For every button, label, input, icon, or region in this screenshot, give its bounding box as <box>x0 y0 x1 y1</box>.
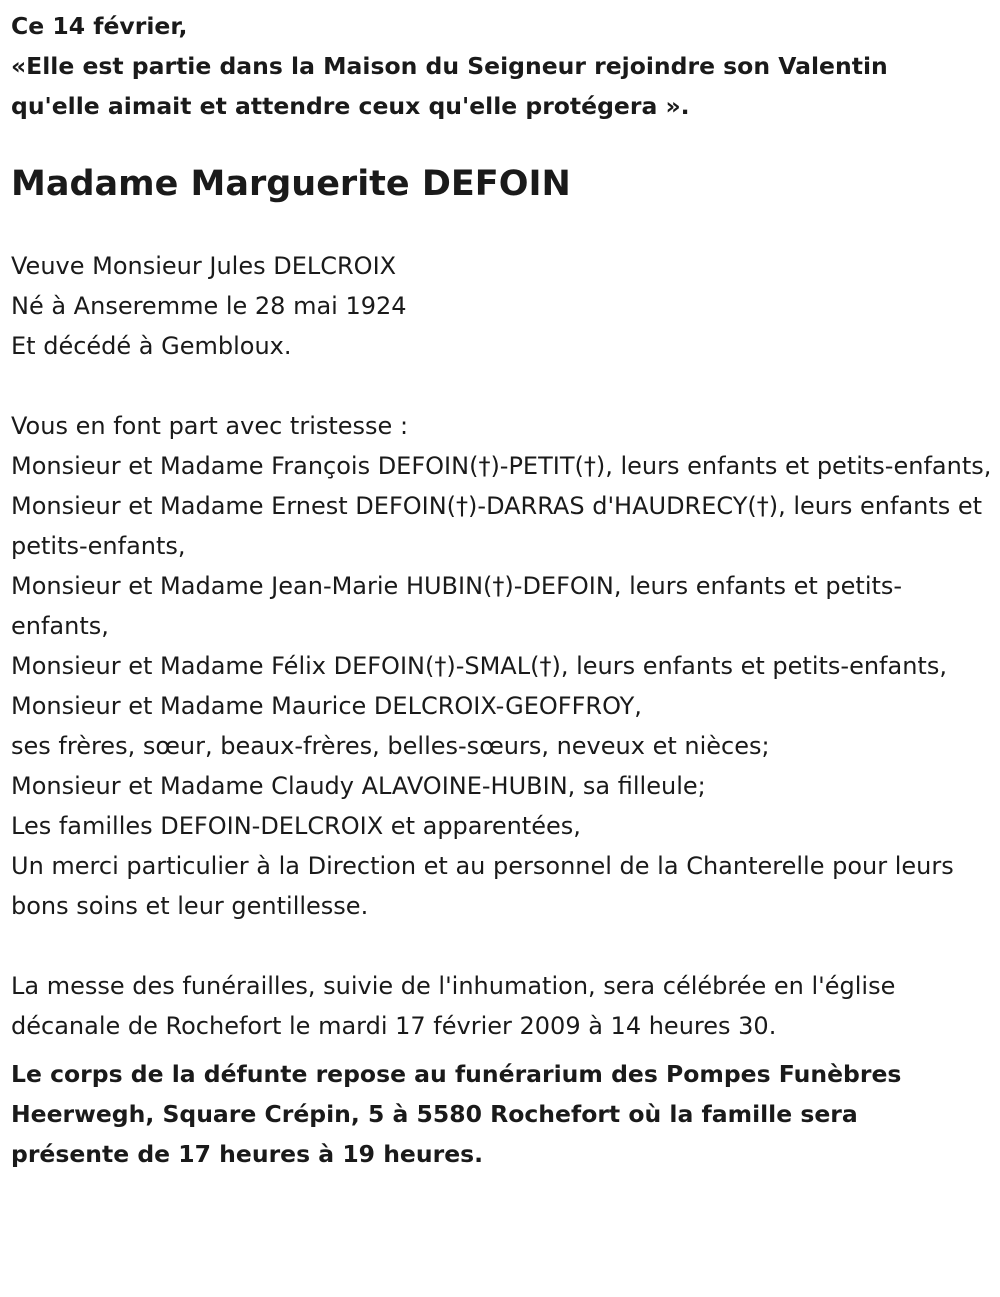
families-list <box>11 446 996 926</box>
family-item: ses frères, sœur, beaux-frères, belles-sœurs, neveux et nièces; <box>11 732 770 760</box>
thanks-line: Un merci particulier à la Direction et au personnel de la Chanterelle pour leurs bons soins et leur gentillesse. <box>11 852 954 920</box>
detail-line-birth: Né à Anseremme le 28 mai 1924 <box>11 292 407 320</box>
detail-line-widow: Veuve Monsieur Jules DELCROIX <box>11 252 397 280</box>
family-item: Monsieur et Madame Maurice DELCROIX-GEOFFROY, <box>11 692 642 720</box>
deceased-details <box>11 246 996 366</box>
date-line: Ce 14 février, <box>11 12 188 40</box>
closing-text: Le corps de la défunte repose au funérarium des Pompes Funèbres Heerwegh, Square Crépin, 5 à 5580 Rochefort où la famille sera présente de 17 heures à 19 heures. <box>11 1060 902 1168</box>
family-item: Monsieur et Madame Claudy ALAVOINE-HUBIN, sa filleule; <box>11 772 706 800</box>
ceremony-text: La messe des funérailles, suivie de l'inhumation, sera célébrée en l'église décanale de Rochefort le mardi 17 février 2009 à 14 heures 30. <box>11 972 896 1040</box>
announcement-block <box>11 406 996 926</box>
family-item: Les familles DEFOIN-DELCROIX et apparentées, <box>11 812 581 840</box>
family-item: Monsieur et Madame Ernest DEFOIN(†)-DARRAS d'HAUDRECY(†), leurs enfants et petits-enfants, <box>11 492 983 560</box>
deceased-name: Madame Marguerite DEFOIN <box>11 164 571 204</box>
detail-line-death: Et décédé à Gembloux. <box>11 332 292 360</box>
announcement-intro: Vous en font part avec tristesse : <box>11 412 409 440</box>
family-item: Monsieur et Madame François DEFOIN(†)-PETIT(†), leurs enfants et petits-enfants, <box>11 452 992 480</box>
family-item: Monsieur et Madame Félix DEFOIN(†)-SMAL(†), leurs enfants et petits-enfants, <box>11 652 947 680</box>
family-item: Monsieur et Madame Jean-Marie HUBIN(†)-DEFOIN, leurs enfants et petits-enfants, <box>11 572 903 640</box>
quote-text: «Elle est partie dans la Maison du Seigneur rejoindre son Valentin qu'elle aimait et attendre ceux qu'elle protégera ». <box>11 52 888 120</box>
